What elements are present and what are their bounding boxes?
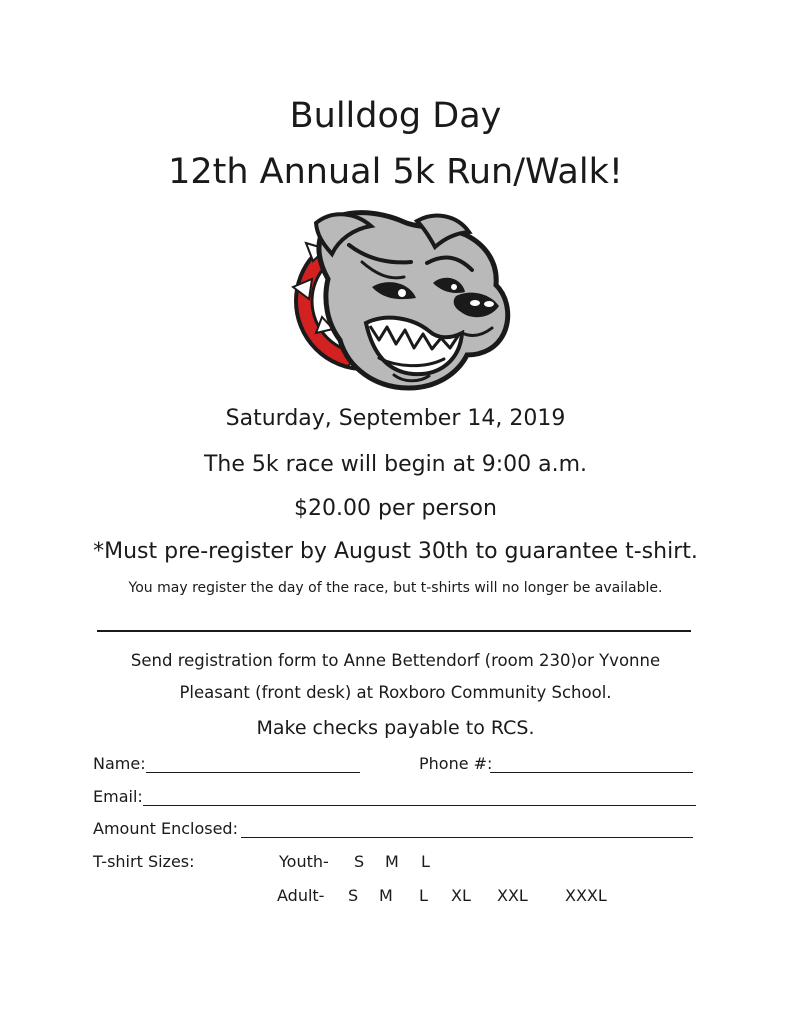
submission-instructions-line-1: Send registration form to Anne Bettendorf (room 230)or Yvonne bbox=[130, 651, 661, 670]
amount-enclosed-field[interactable] bbox=[241, 837, 693, 838]
phone-label: Phone #: bbox=[419, 754, 493, 773]
submission-instructions-line-2: Pleasant (front desk) at Roxboro Community School. bbox=[179, 683, 612, 702]
adult-size-xl[interactable]: XL bbox=[451, 886, 471, 905]
phone-field[interactable] bbox=[490, 772, 693, 773]
amount-enclosed-label: Amount Enclosed: bbox=[93, 819, 238, 838]
registration-deadline: *Must pre-register by August 30th to guarantee t-shirt. bbox=[93, 539, 698, 564]
payment-instructions: Make checks payable to RCS. bbox=[256, 717, 535, 739]
adult-size-m[interactable]: M bbox=[379, 886, 393, 905]
adult-size-xxxl[interactable]: XXXL bbox=[565, 886, 607, 905]
name-field[interactable] bbox=[146, 772, 360, 773]
tshirt-sizes-label: T-shirt Sizes: bbox=[93, 852, 195, 871]
race-start-time: The 5k race will begin at 9:00 a.m. bbox=[203, 452, 588, 477]
name-label: Name: bbox=[93, 754, 146, 773]
email-label: Email: bbox=[93, 787, 143, 806]
entry-fee: $20.00 per person bbox=[294, 496, 497, 521]
adult-size-xxl[interactable]: XXL bbox=[497, 886, 528, 905]
youth-size-s[interactable]: S bbox=[354, 852, 365, 871]
section-divider bbox=[97, 630, 691, 632]
adult-size-s[interactable]: S bbox=[348, 886, 359, 905]
youth-sizes-label: Youth- bbox=[279, 852, 329, 871]
youth-size-m[interactable]: M bbox=[385, 852, 399, 871]
event-date: Saturday, September 14, 2019 bbox=[225, 406, 566, 431]
youth-size-l[interactable]: L bbox=[421, 852, 430, 871]
event-title: Bulldog Day bbox=[289, 96, 502, 136]
bulldog-mascot-icon bbox=[278, 205, 514, 395]
email-field[interactable] bbox=[143, 805, 696, 806]
adult-size-l[interactable]: L bbox=[419, 886, 428, 905]
late-registration-note: You may register the day of the race, but t-shirts will no longer be available. bbox=[128, 580, 663, 596]
adult-sizes-label: Adult- bbox=[277, 886, 325, 905]
event-subtitle: 12th Annual 5k Run/Walk! bbox=[168, 152, 623, 192]
